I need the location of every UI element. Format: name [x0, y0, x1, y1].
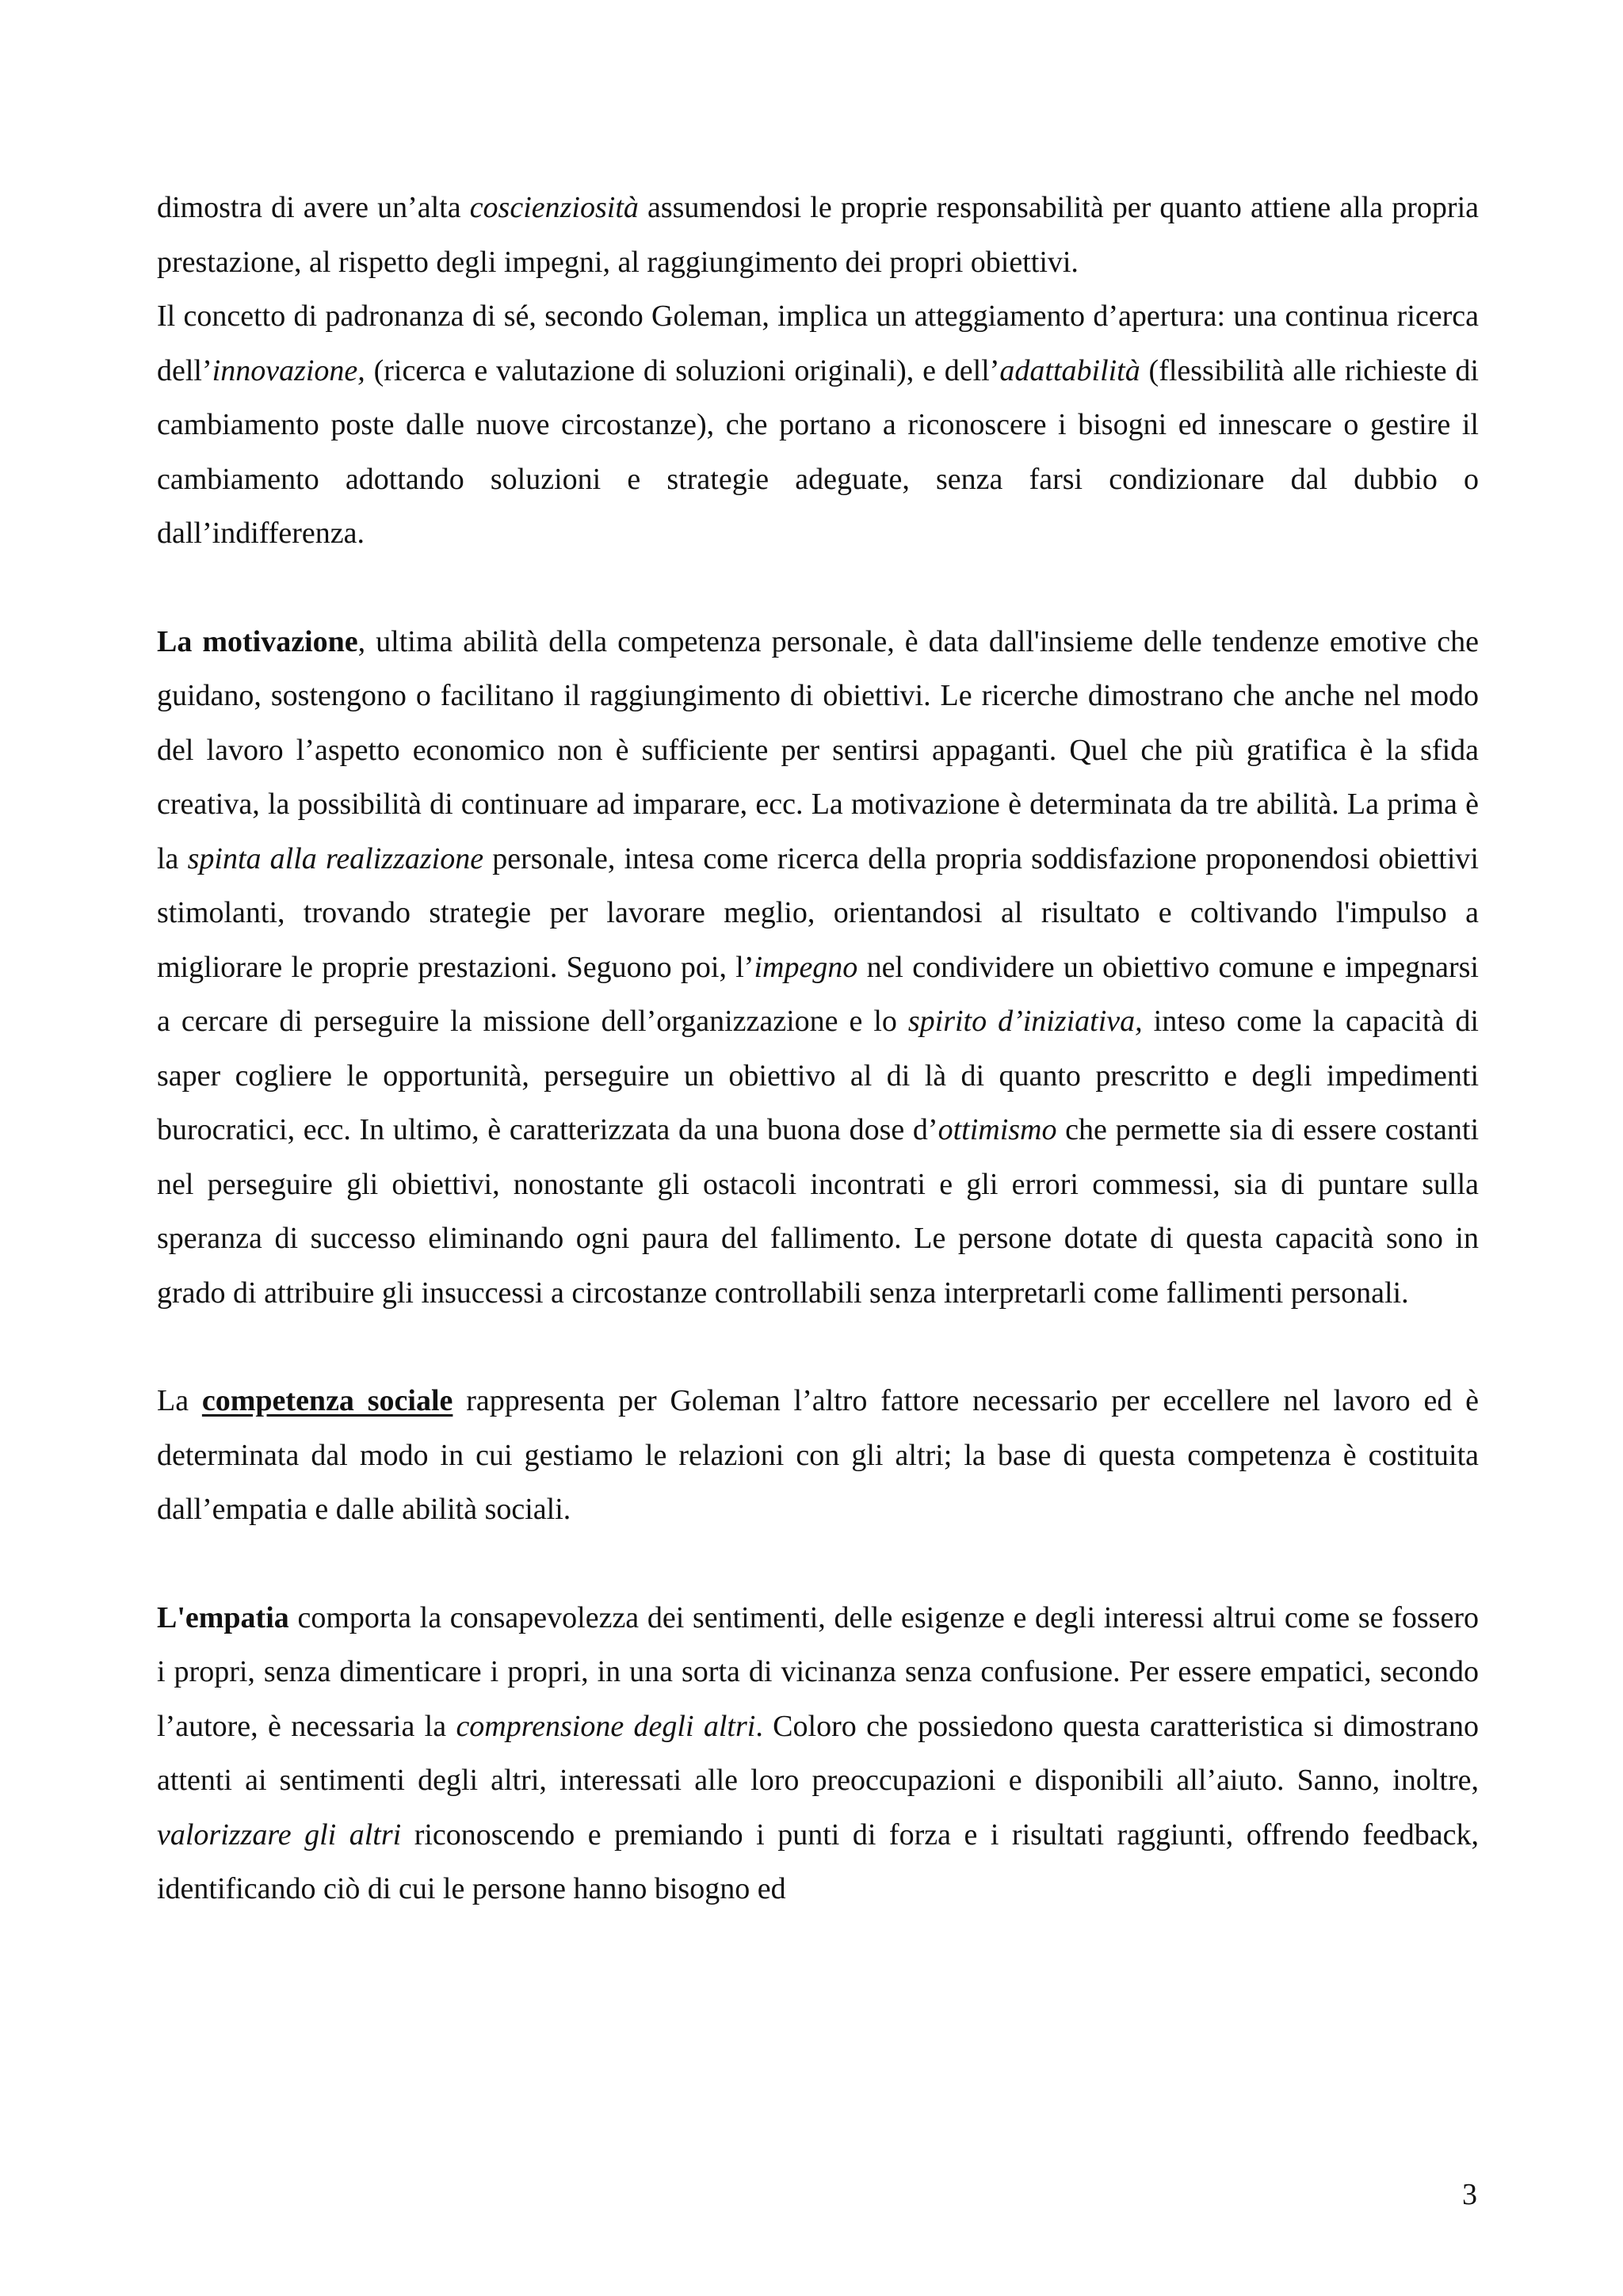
- paragraph-spacer: [157, 1537, 1479, 1591]
- bold-heading-term: L'empatia: [157, 1600, 289, 1634]
- paragraph-spacer: [157, 561, 1479, 615]
- paragraph-competenza-sociale: [157, 1374, 1479, 1537]
- text-run: inteso come la capacità di saper cogliere le opportunità, perseguire un obiettivo al di là di quanto prescritto e degli impedimenti burocratici, ecc. In ultimo, è caratterizzata da una buona dose d’: [157, 1005, 1479, 1146]
- page-body: [157, 181, 1479, 1917]
- italic-term: spirito d’iniziativa,: [907, 1005, 1143, 1038]
- italic-term: adattabilità: [999, 353, 1140, 387]
- italic-term: impegno: [754, 950, 858, 984]
- italic-term: coscienziosità: [469, 191, 639, 224]
- text-run: riconoscendo e premiando i punti di forza e i risultati raggiunti, offrendo feedback, identificando ciò di cui le persone hanno bisogno ed: [157, 1817, 1479, 1905]
- paragraph-coscienziosita: [157, 181, 1479, 289]
- text-run: La: [157, 1384, 202, 1417]
- paragraph-motivazione: [157, 615, 1479, 1321]
- text-run: Il concetto di padronanza di sé, secondo Goleman, implica un atteggiamento d’apertura: una continua ricerca dell’: [157, 299, 1479, 387]
- italic-term: ottimismo: [938, 1113, 1057, 1146]
- text-run: , ultima abilità della competenza personale, è data dall'insieme delle tendenze emotive che guidano, sostengono o facilitano il raggiungimento di obiettivi. Le ricerche dimostrano che anche nel modo del lavoro l’aspetto economico non è sufficiente per sentirsi appaganti. Quel che più gratifica è la sfida creativa, la possibilità di continuare ad imparare, ecc. La motivazione è determinata da tre abilità. La prima è la: [157, 624, 1479, 875]
- text-run: nel condividere un obiettivo comune e impegnarsi a cercare di perseguire la missione dell’organizzazione e lo: [157, 950, 1479, 1038]
- italic-term: valorizzare gli altri: [157, 1817, 402, 1852]
- italic-term: spinta alla realizzazione: [187, 841, 484, 875]
- text-run: assumendosi le proprie responsabilità per quanto attiene alla propria prestazione, al rispetto degli impegni, al raggiungimento dei propri obiettivi.: [157, 191, 1479, 279]
- text-run: (ricerca e valutazione di soluzioni originali), e dell’: [365, 353, 1000, 387]
- paragraph-spacer: [157, 1320, 1479, 1374]
- bold-underlined-term: competenza sociale: [201, 1384, 453, 1417]
- text-run: rappresenta per Goleman l’altro fattore necessario per eccellere nel lavoro ed è determinata dal modo in cui gestiamo le relazioni con gli altri; la base di questa competenza è costituita dall’empatia e dalle abilità sociali.: [157, 1384, 1479, 1526]
- text-run: che permette sia di essere costanti nel perseguire gli obiettivi, nonostante gli ostacoli incontrati e gli errori commessi, sia di puntare sulla speranza di successo eliminando ogni paura del fallimento. Le persone dotate di questa capacità sono in grado di attribuire gli insuccessi a circostanze controllabili senza interpretarli come fallimenti personali.: [157, 1113, 1479, 1310]
- text-run: comporta la consapevolezza dei sentimenti, delle esigenze e degli interessi altrui come se fossero i propri, senza dimenticare i propri, in una sorta di vicinanza senza confusione. Per essere empatici, secondo l’autore, è necessaria la: [157, 1600, 1479, 1743]
- text-run: (flessibilità alle richieste di cambiamento poste dalle nuove circostanze), che portano a riconoscere i bisogni ed innescare o gestire il cambiamento adottando soluzioni e strategie adeguate, senza farsi condizionare dal dubbio o dall’indifferenza.: [157, 353, 1479, 550]
- bold-heading-term: La motivazione: [157, 624, 358, 658]
- text-run: dimostra di avere un’alta: [157, 191, 470, 224]
- text-run: personale, intesa come ricerca della propria soddisfazione proponendosi obiettivi stimolanti, trovando strategie per lavorare meglio, orientandosi al risultato e coltivando l'impulso a migliorare le proprie prestazioni. Seguono poi, l’: [157, 841, 1479, 984]
- italic-term: innovazione,: [212, 353, 365, 387]
- italic-term: comprensione degli altri: [456, 1709, 756, 1743]
- page-number: 3: [1462, 2178, 1477, 2211]
- text-run: . Coloro che possiedono questa caratteristica si dimostrano attenti ai sentimenti degli altri, interessati alle loro preoccupazioni e disponibili all’aiuto. Sanno, inoltre,: [157, 1709, 1479, 1797]
- paragraph-empatia: [157, 1591, 1479, 1917]
- paragraph-padronanza: [157, 289, 1479, 561]
